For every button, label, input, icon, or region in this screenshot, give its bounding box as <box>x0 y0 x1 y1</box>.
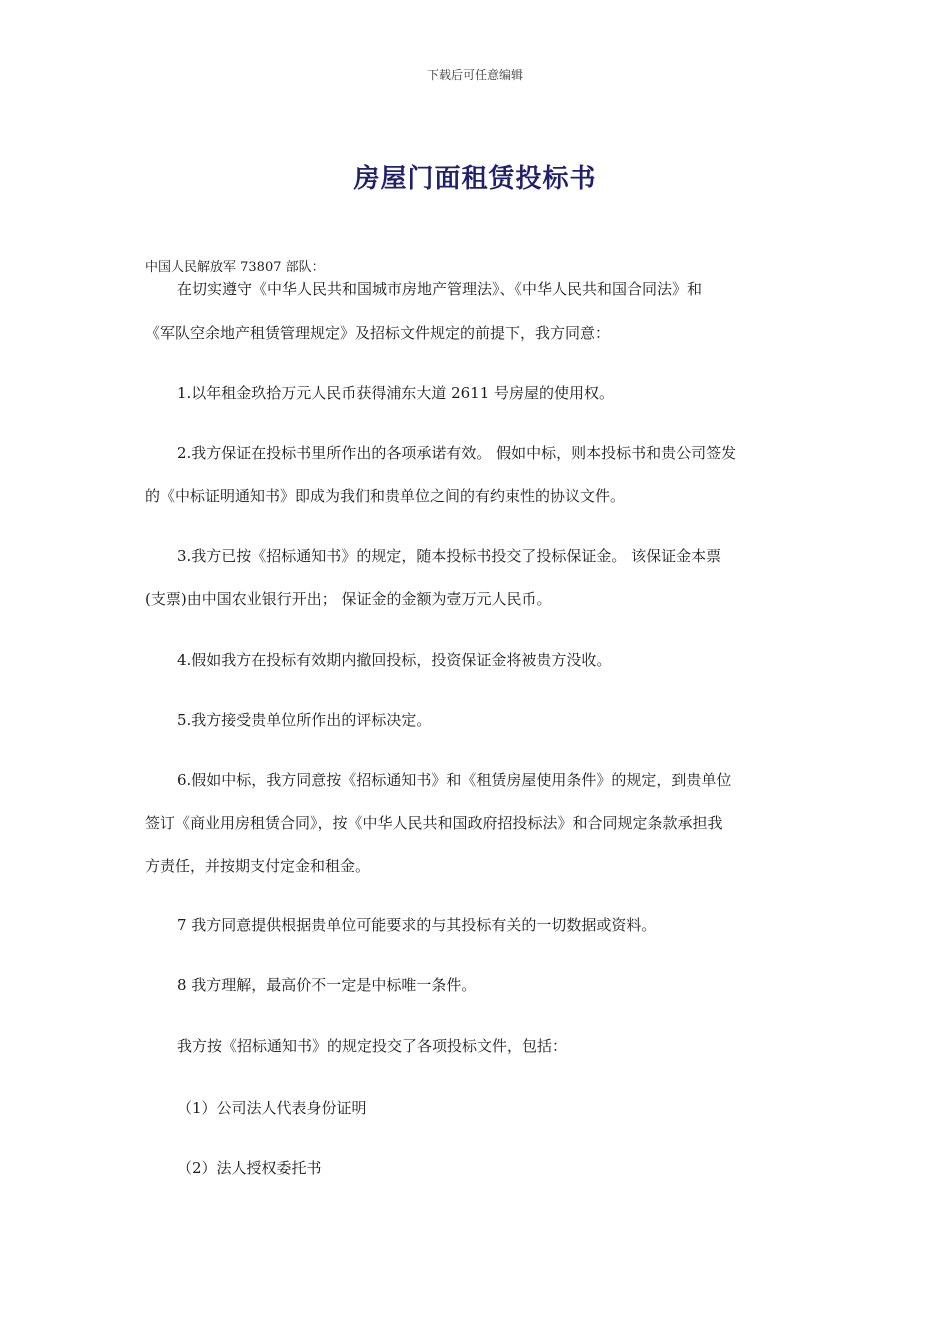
document-item-2: （2）法人授权委托书 <box>177 1159 322 1177</box>
item-5: 5.我方接受贵单位所作出的评标决定。 <box>177 711 432 729</box>
item-4: 4.假如我方在投标有效期内撤回投标，投资保证金将被贵方没收。 <box>177 651 612 669</box>
page-header: 下载后可任意编辑 <box>426 68 523 82</box>
item-8: 8 我方理解，最高价不一定是中标唯一条件。 <box>177 976 477 994</box>
item-2-line-2: 的《中标证明通知书》即成为我们和贵单位之间的有约束性的协议文件。 <box>145 487 626 505</box>
document-title: 房屋门面租赁投标书 <box>353 164 597 194</box>
item-3-line-1: 3.我方已按《招标通知书》的规定，随本投标书投交了投标保证金。 该保证金本票 <box>177 547 722 565</box>
item-6-line-1: 6.假如中标，我方同意按《招标通知书》和《租赁房屋使用条件》的规定，到贵单位 <box>177 771 732 789</box>
item-6-line-3: 方责任，并按期支付定金和租金。 <box>145 857 371 875</box>
salutation: 中国人民解放军 73807 部队： <box>145 260 325 275</box>
intro-line-2: 《军队空余地产租赁管理规定》及招标文件规定的前提下，我方同意： <box>145 324 611 342</box>
item-6-line-2: 签订《商业用房租赁合同》，按《中华人民共和国政府招投标法》和合同规定条款承担我 <box>145 814 723 832</box>
item-2-line-1: 2.我方保证在投标书里所作出的各项承诺有效。 假如中标，则本投标书和贵公司签发 <box>177 444 737 462</box>
document-item-1: （1）公司法人代表身份证明 <box>177 1099 367 1117</box>
documents-intro: 我方按《招标通知书》的规定投交了各项投标文件，包括： <box>177 1037 568 1055</box>
item-3-line-2: (支票)由中国农业银行开出； 保证金的金额为壹万元人民币。 <box>145 590 552 608</box>
item-7: 7 我方同意提供根据贵单位可能要求的与其投标有关的一切数据或资料。 <box>177 916 657 934</box>
intro-line-1: 在切实遵守《中华人民共和国城市房地产管理法》、《中华人民共和国合同法》和 <box>177 280 703 298</box>
item-1: 1.以年租金玖拾万元人民币获得浦东大道 2611 号房屋的使用权。 <box>177 384 615 402</box>
